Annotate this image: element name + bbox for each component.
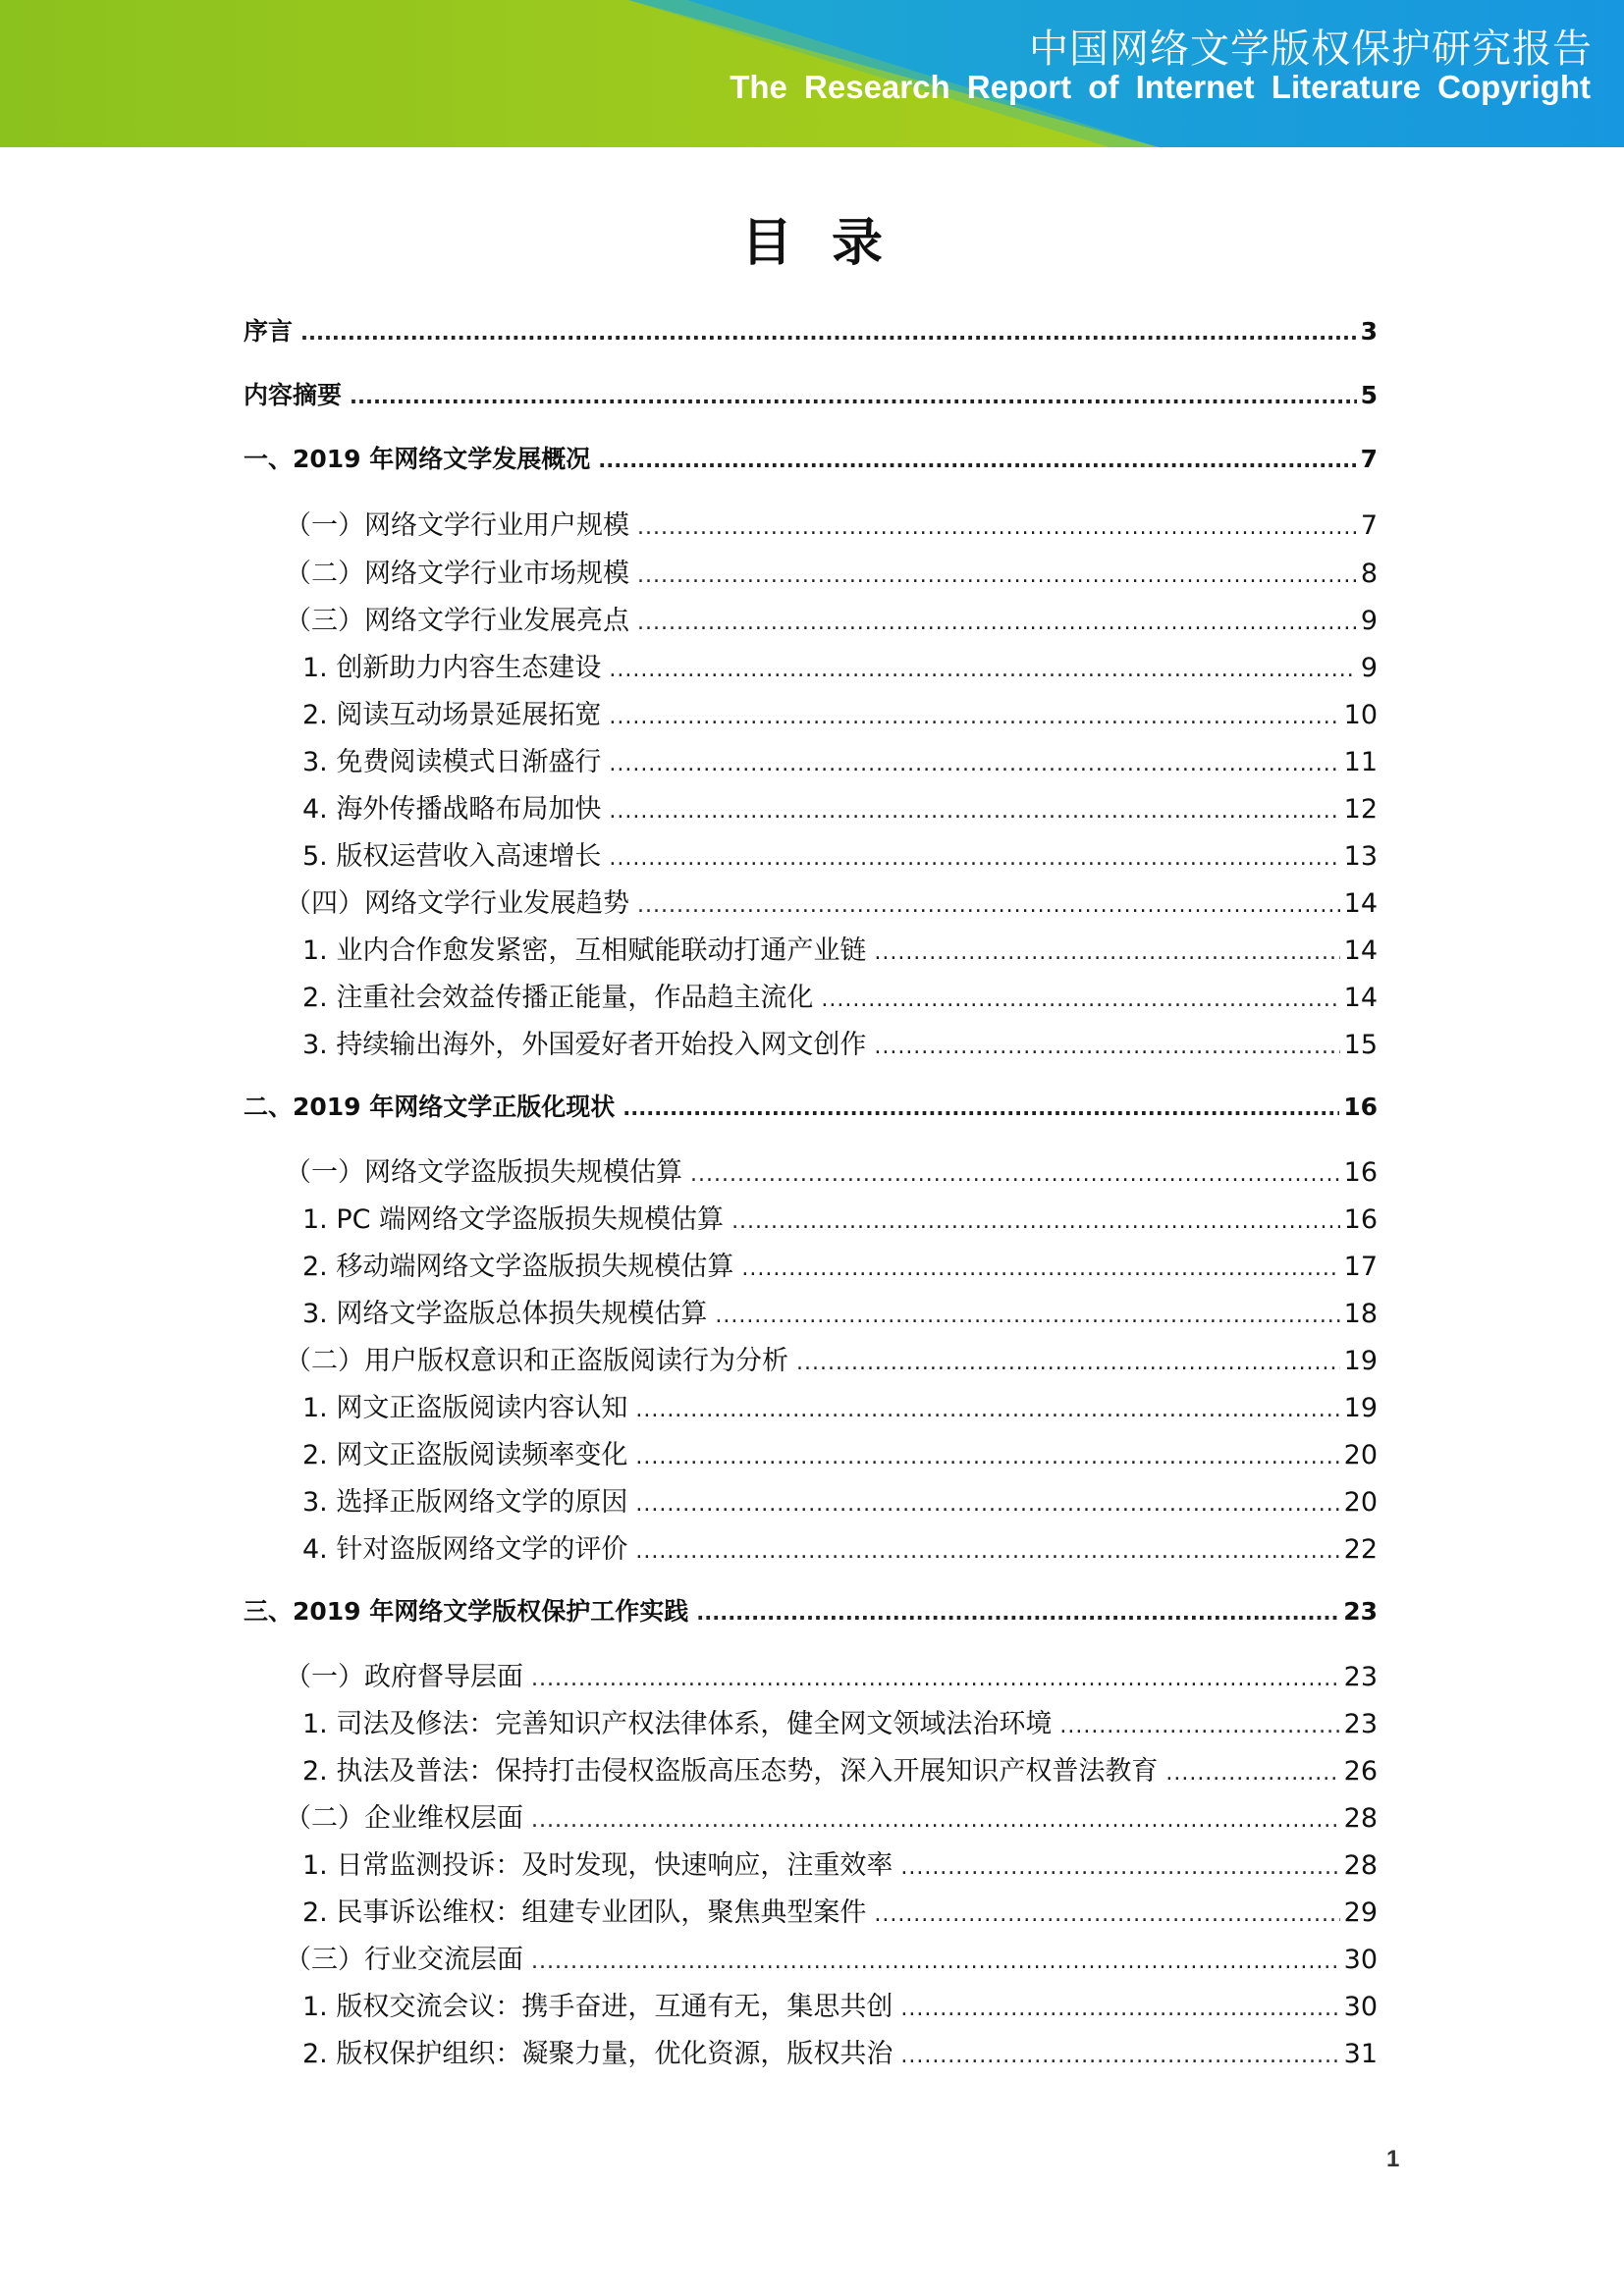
- toc-entry-page: 14: [1343, 888, 1378, 919]
- toc-entry-title: （二）企业维权层面: [285, 1803, 523, 1834]
- toc-entry-title: 5. 版权运营收入高速增长: [302, 841, 602, 872]
- toc-entry-page: 28: [1343, 1803, 1378, 1834]
- toc-entry-title: 1. 创新助力内容生态建设: [302, 653, 602, 683]
- toc-entry-title: 1. 业内合作愈发紧密，互相赋能联动打通产业链: [302, 935, 867, 966]
- toc-entry-page: 22: [1343, 1534, 1378, 1565]
- toc-entry-title: 3. 选择正版网络文学的原因: [302, 1487, 628, 1518]
- toc-dot-leader: [900, 1992, 1339, 2023]
- toc-entry-title: 一、2019 年网络文学发展概况: [244, 445, 591, 473]
- toc-dot-leader: [796, 1346, 1340, 1377]
- toc-entry-page: 19: [1343, 1393, 1378, 1423]
- toc-entry-level-3[interactable]: [302, 1245, 1378, 1283]
- toc-dot-leader: [635, 1534, 1339, 1566]
- toc-entry-page: 28: [1343, 1850, 1378, 1881]
- toc-entry-level-3[interactable]: [302, 1023, 1378, 1061]
- toc-entry-level-3[interactable]: [302, 740, 1378, 778]
- toc-entry-title: 1. PC 端网络文学盗版损失规模估算: [302, 1204, 725, 1235]
- toc-dot-leader: [623, 1093, 1339, 1122]
- toc-entry-page: 9: [1360, 606, 1378, 636]
- toc-entry-level-1[interactable]: [244, 440, 1378, 475]
- toc-entry-page: 3: [1360, 317, 1378, 346]
- toc-entry-title: 2. 网文正盗版阅读频率变化: [302, 1440, 628, 1470]
- toc-entry-level-2[interactable]: [285, 1150, 1378, 1189]
- toc-entry-level-2[interactable]: [285, 552, 1378, 590]
- toc-entry-level-3[interactable]: [302, 1985, 1378, 2023]
- toc-entry-title: （三）网络文学行业发展亮点: [285, 606, 629, 636]
- toc-entry-page: 23: [1343, 1597, 1378, 1626]
- toc-entry-title: 2. 执法及普法：保持打击侵权盗版高压态势，深入开展知识产权普法教育: [302, 1756, 1159, 1787]
- toc-dot-leader: [637, 606, 1357, 637]
- toc-dot-leader: [874, 1030, 1339, 1061]
- toc-entry-page: 12: [1343, 794, 1378, 825]
- toc-dot-leader: [531, 1803, 1340, 1835]
- toc-entry-title: 1. 日常监测投诉：及时发现，快速响应，注重效率: [302, 1850, 893, 1881]
- toc-entry-page: 11: [1343, 747, 1378, 777]
- toc-entry-page: 30: [1343, 1992, 1378, 2022]
- toc-dot-leader: [531, 1945, 1340, 1976]
- toc-entry-title: （一）网络文学行业用户规模: [285, 510, 629, 541]
- toc-dot-leader: [635, 1440, 1339, 1471]
- toc-entry-title: 2. 民事诉讼维权：组建专业团队，聚焦典型案件: [302, 1897, 867, 1928]
- toc-dot-leader: [609, 747, 1339, 778]
- toc-entry-title: 内容摘要: [244, 381, 343, 409]
- toc-entry-page: 14: [1343, 983, 1378, 1013]
- toc-entry-title: （一）政府督导层面: [285, 1662, 523, 1692]
- toc-dot-leader: [690, 1157, 1340, 1189]
- toc-entry-level-2[interactable]: [285, 1655, 1378, 1693]
- toc-dot-leader: [637, 888, 1340, 920]
- toc-entry-page: 16: [1343, 1204, 1378, 1235]
- toc-entry-page: 16: [1343, 1093, 1378, 1121]
- toc-entry-title: （二）用户版权意识和正盗版阅读行为分析: [285, 1346, 788, 1376]
- toc-dot-leader: [637, 510, 1357, 542]
- page-number: 1: [1386, 2146, 1400, 2172]
- header-title-english: The Research Report of Internet Literature Copyright: [730, 69, 1591, 105]
- toc-dot-leader: [531, 1662, 1340, 1693]
- toc-entry-level-3[interactable]: [302, 1527, 1378, 1566]
- toc-entry-title: 1. 版权交流会议：携手奋进，互通有无，集思共创: [302, 1992, 893, 2022]
- toc-dot-leader: [635, 1487, 1339, 1519]
- toc-entry-level-3[interactable]: [302, 1843, 1378, 1882]
- toc-entry-title: 3. 免费阅读模式日渐盛行: [302, 747, 602, 777]
- toc-dot-leader: [1059, 1709, 1339, 1740]
- toc-entry-title: 2. 版权保护组织：凝聚力量，优化资源，版权共治: [302, 2039, 893, 2069]
- toc-dot-leader: [635, 1393, 1339, 1424]
- toc-entry-page: 13: [1343, 841, 1378, 872]
- toc-entry-page: 26: [1343, 1756, 1378, 1787]
- toc-entry-page: 14: [1343, 935, 1378, 966]
- toc-entry-level-3[interactable]: [302, 693, 1378, 731]
- toc-entry-level-1[interactable]: [244, 1088, 1378, 1123]
- toc-dot-leader: [609, 841, 1339, 873]
- toc-entry-level-3[interactable]: [302, 2032, 1378, 2070]
- toc-entry-title: （二）网络文学行业市场规模: [285, 559, 629, 589]
- toc-entry-level-3[interactable]: [302, 1749, 1378, 1788]
- toc-entry-page: 20: [1343, 1487, 1378, 1518]
- toc-entry-level-2[interactable]: [285, 599, 1378, 637]
- toc-entry-title: 3. 网络文学盗版总体损失规模估算: [302, 1299, 708, 1329]
- toc-entry-title: （三）行业交流层面: [285, 1945, 523, 1975]
- toc-entry-level-3[interactable]: [302, 1702, 1378, 1740]
- toc-entry-level-3[interactable]: [302, 1292, 1378, 1330]
- toc-dot-leader: [731, 1204, 1340, 1236]
- toc-dot-leader: [300, 317, 1357, 347]
- toc-entry-title: 2. 移动端网络文学盗版损失规模估算: [302, 1252, 734, 1282]
- toc-entry-page: 8: [1360, 559, 1378, 589]
- toc-entry-title: 三、2019 年网络文学版权保护工作实践: [244, 1597, 689, 1626]
- toc-entry-page: 17: [1343, 1252, 1378, 1282]
- toc-entry-page: 23: [1343, 1662, 1378, 1692]
- toc-entry-level-3[interactable]: [302, 646, 1378, 684]
- toc-dot-leader: [900, 1850, 1339, 1882]
- page-title: 目录: [740, 214, 922, 273]
- toc-entry-page: 30: [1343, 1945, 1378, 1975]
- toc-entry-page: 7: [1360, 445, 1378, 473]
- toc-entry-title: 二、2019 年网络文学正版化现状: [244, 1093, 616, 1121]
- toc-dot-leader: [637, 559, 1357, 590]
- toc-dot-leader: [350, 381, 1357, 410]
- toc-entry-title: 2. 注重社会效益传播正能量，作品趋主流化: [302, 983, 814, 1013]
- toc-dot-leader: [609, 794, 1339, 826]
- toc-entry-page: 18: [1343, 1299, 1378, 1329]
- toc-dot-leader: [900, 2039, 1339, 2070]
- toc-dot-leader: [821, 983, 1339, 1014]
- toc-entry-level-3[interactable]: [302, 787, 1378, 826]
- toc-entry-page: 29: [1343, 1897, 1378, 1928]
- report-header-banner: [0, 0, 1624, 147]
- toc-entry-page: 7: [1360, 510, 1378, 541]
- toc-entry-level-2[interactable]: [285, 881, 1378, 920]
- toc-entry-title: 1. 网文正盗版阅读内容认知: [302, 1393, 628, 1423]
- toc-entry-page: 10: [1343, 700, 1378, 730]
- toc-entry-page: 16: [1343, 1157, 1378, 1188]
- toc-dot-leader: [609, 700, 1339, 731]
- toc-entry-title: （四）网络文学行业发展趋势: [285, 888, 629, 919]
- toc-dot-leader: [741, 1252, 1339, 1283]
- toc-dot-leader: [598, 445, 1356, 474]
- toc-dot-leader: [696, 1597, 1339, 1627]
- toc-entry-page: 19: [1343, 1346, 1378, 1376]
- header-title-chinese: 中国网络文学版权保护研究报告: [1029, 27, 1593, 72]
- toc-entry-level-3[interactable]: [302, 1433, 1378, 1471]
- toc-entry-title: 4. 海外传播战略布局加快: [302, 794, 602, 825]
- toc-entry-level-3[interactable]: [302, 1480, 1378, 1519]
- toc-entry-level-1[interactable]: [244, 1592, 1378, 1628]
- toc-entry-level-2[interactable]: [285, 504, 1378, 542]
- toc-dot-leader: [1165, 1756, 1339, 1788]
- toc-entry-page: 31: [1343, 2039, 1378, 2069]
- toc-entry-title: 4. 针对盗版网络文学的评价: [302, 1534, 628, 1565]
- toc-entry-level-2[interactable]: [285, 1796, 1378, 1835]
- toc-entry-level-3[interactable]: [302, 834, 1378, 873]
- toc-entry-page: 5: [1360, 381, 1378, 409]
- toc-entry-page: 9: [1360, 653, 1378, 683]
- toc-entry-title: 2. 阅读互动场景延展拓宽: [302, 700, 602, 730]
- toc-entry-title: 序言: [244, 317, 294, 346]
- toc-entry-level-1[interactable]: [244, 376, 1378, 411]
- toc-entry-level-2[interactable]: [285, 1938, 1378, 1976]
- toc-dot-leader: [874, 935, 1339, 967]
- toc-entry-level-3[interactable]: [302, 1198, 1378, 1236]
- toc-entry-page: 23: [1343, 1709, 1378, 1739]
- toc-entry-page: 15: [1343, 1030, 1378, 1060]
- toc-entry-level-3[interactable]: [302, 1386, 1378, 1424]
- toc-dot-leader: [609, 653, 1356, 684]
- toc-entry-title: 3. 持续输出海外，外国爱好者开始投入网文创作: [302, 1030, 867, 1060]
- toc-entry-level-1[interactable]: [244, 312, 1378, 347]
- toc-dot-leader: [715, 1299, 1339, 1330]
- toc-entry-level-3[interactable]: [302, 929, 1378, 967]
- toc-entry-page: 20: [1343, 1440, 1378, 1470]
- toc-entry-level-3[interactable]: [302, 976, 1378, 1014]
- toc-entry-level-2[interactable]: [285, 1339, 1378, 1377]
- toc-dot-leader: [874, 1897, 1339, 1929]
- toc-entry-title: 1. 司法及修法：完善知识产权法律体系，健全网文领域法治环境: [302, 1709, 1053, 1739]
- toc-entry-title: （一）网络文学盗版损失规模估算: [285, 1157, 682, 1188]
- toc-entry-level-3[interactable]: [302, 1891, 1378, 1929]
